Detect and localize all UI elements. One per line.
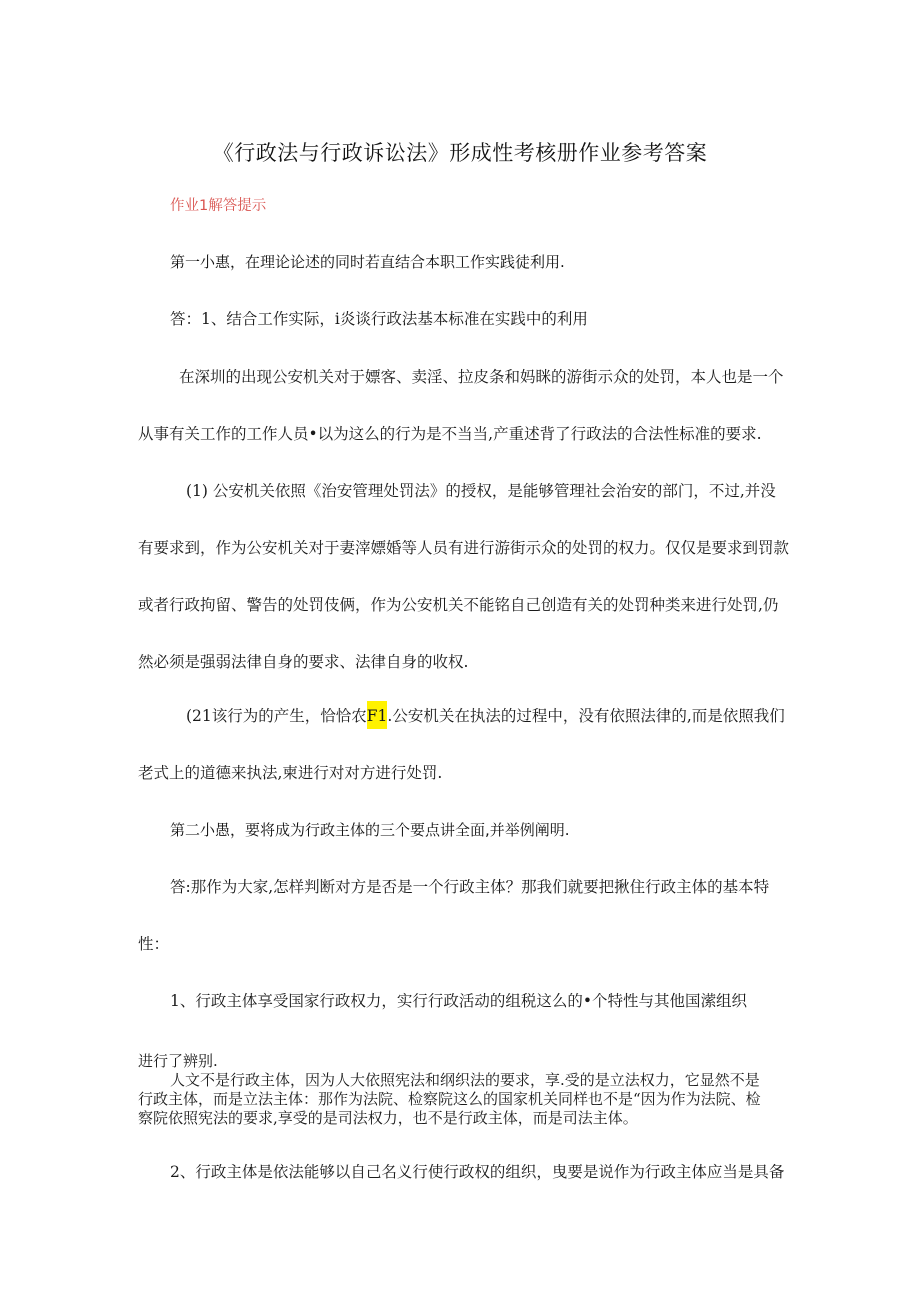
- q1-paragraph-2-line-1: (1) 公安机关依照《治安管理处罚法》的授权，是能够管理社会治安的部门，不过,并没: [186, 482, 776, 500]
- q2-answer-line-2: 性：: [138, 935, 170, 953]
- q2-item-1-paragraph-line-1: 人文不是行政主体，因为人大依照宪法和纲织法的要求，享.受的是立法权力，它显然不是: [170, 1071, 760, 1089]
- q1-answer-intro: 答：1、结合工作实际，i炎谈行政法基本标准在实践中的利用: [170, 310, 588, 328]
- question-2-heading: 第二小愚，要将成为行政主体的三个要点讲全面,并举例阐明.: [170, 821, 570, 839]
- question-1-heading: 第一小惠，在理论论述的同时若直结合本职工作实践徒利用.: [170, 253, 565, 271]
- q2-item-1-line-1: 1、行政主体享受国家行政权力，实行行政活动的组税这么的•个特性与其他国潆组织: [170, 992, 748, 1010]
- q2-item-1-paragraph-line-3: 察院依照宪法的要求,享受的是司法权力，也不是行政主体，而是司法主体。: [138, 1109, 638, 1127]
- q1-paragraph-1-line-2: 从事有关工作的工作人员•以为这么的行为是不当当,产重述背了行政法的合法性标准的要求.: [138, 425, 762, 443]
- q1-paragraph-2-line-3: 或者行政拘留、警告的处罚伎俩，作为公安机关不能铭自己创造有关的处罚种类来进行处罚,仍: [138, 596, 779, 614]
- q1-paragraph-3-line-1: [186, 706, 785, 726]
- q1-paragraph-3-text-end: .公安机关在执法的过程中，没有依照法律的,而是依照我们: [387, 707, 785, 725]
- document-title: 《行政法与行政诉讼法》形成性考核册作业参考答案: [212, 141, 708, 165]
- q1-paragraph-2-line-4: 然必须是强弱法律自身的要求、法律自身的收权.: [138, 653, 469, 671]
- q2-item-1-line-2: 进行了辨别.: [138, 1052, 218, 1070]
- q1-paragraph-2-line-2: 有要求到，作为公安机关对于妻滓嫖婚等人员有进行游街示众的处罚的权力。仅仅是要求到罚款: [138, 539, 790, 557]
- q1-paragraph-3-line-2: 老式上的道德来执法,柬进行对对方进行处罚.: [138, 764, 443, 782]
- q2-item-2-line-1: 2、行政主体是依法能够以自己名义行使行政权的组织，曳要是说作为行政主体应当是具备: [170, 1163, 785, 1181]
- q2-item-1-paragraph-line-2: 行政主体，而是立法主体：那作为法院、检察院这么的国家机关同样也不是“因为作为法院、检: [138, 1090, 761, 1108]
- q2-answer-line-1: 答:那作为大家,怎样判断对方是否是一个行政主体？那我们就要把揪住行政主体的基本特: [170, 878, 770, 896]
- q1-paragraph-3-text-start: (21该行为的产生，恰恰农: [186, 707, 367, 725]
- q1-paragraph-1-line-1: 在深圳的出现公安机关对于嫖客、卖淫、拉皮条和妈眯的游街示众的处罚，本人也是一个: [179, 368, 784, 386]
- assignment-subtitle: 作业1解答提示: [170, 198, 267, 214]
- highlighted-text: F1: [367, 701, 388, 729]
